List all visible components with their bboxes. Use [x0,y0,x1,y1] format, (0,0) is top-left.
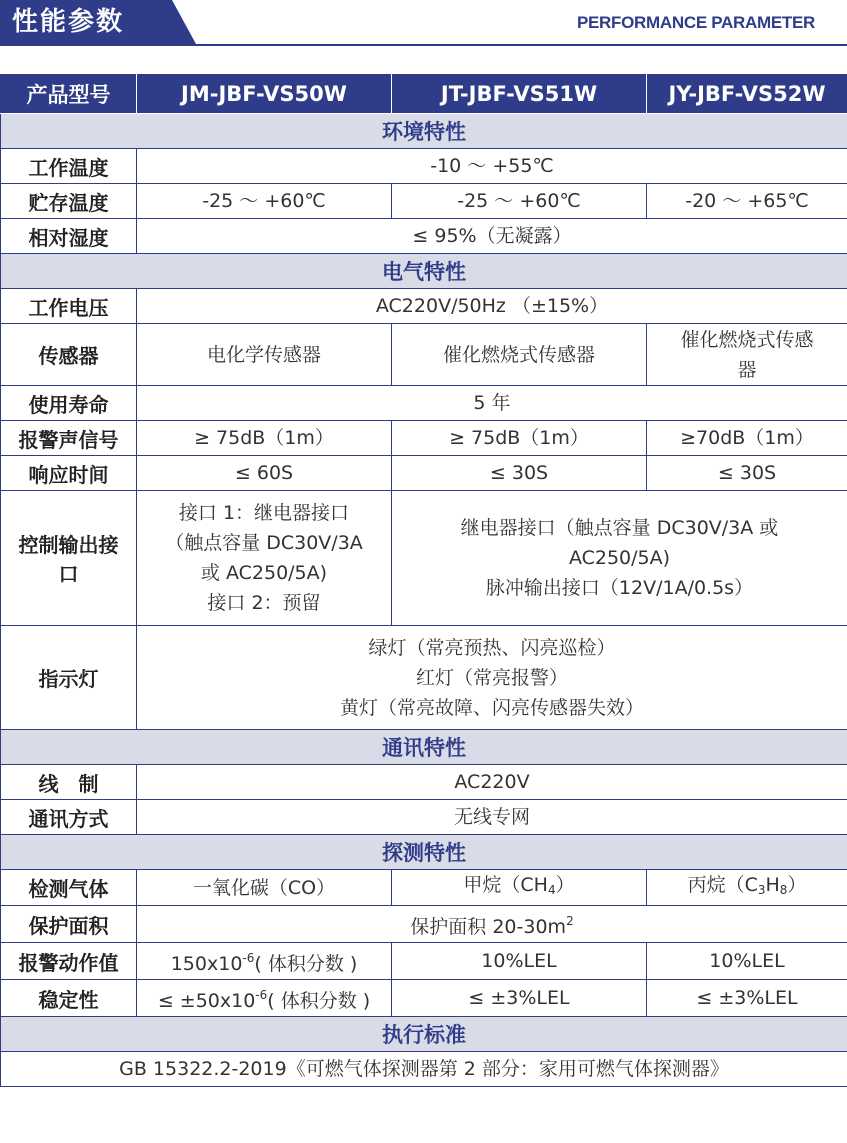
row-value: -10 ～ +55℃ [137,149,847,184]
row-value [137,943,392,980]
table-row [1,626,847,730]
row-label: 指示灯 [1,626,137,730]
row-value [392,870,647,906]
superscript: 2 [566,914,574,928]
header-model-3: JY-JBF-VS52W [647,75,847,114]
row-value: 10%LEL [392,943,647,980]
table-row [1,943,847,980]
label-line: 控制输出接 [18,533,119,557]
section-row-detect [1,835,847,870]
banner-subtitle-en: PERFORMANCE PARAMETER [576,13,815,32]
row-value [392,491,847,626]
row-value [137,626,847,730]
row-label: 报警声信号 [1,421,137,456]
section-title-detect: 探测特性 [1,835,847,870]
row-value: ≥70dB（1m） [647,421,847,456]
row-value: ≤ ±3%LEL [647,980,847,1017]
section-row-standard [1,1017,847,1052]
row-label: 工作电压 [1,289,137,324]
value-text: 保护面积 20-30m [410,916,567,938]
value-text: 甲烷（CH [463,874,548,896]
value-line: 接口 2：预留 [207,592,321,614]
row-label: 线 制 [1,765,137,800]
subscript: 4 [547,883,556,897]
row-label: 通讯方式 [1,800,137,835]
performance-table [0,74,847,1087]
value-line: AC250/5A) [568,547,671,569]
table-row [1,870,847,906]
table-row [1,184,847,219]
row-label [1,491,137,626]
row-value [137,906,847,943]
value-text: 丙烷（C [687,874,758,896]
table-row [1,386,847,421]
section-title-env: 环境特性 [1,114,847,149]
superscript: -6 [242,951,255,965]
row-value: 5 年 [137,386,847,421]
table-row [1,980,847,1017]
table-row [1,219,847,254]
table-row [1,906,847,943]
header-label: 产品型号 [1,75,137,114]
row-label: 贮存温度 [1,184,137,219]
row-value: ≤ 95%（无凝露） [137,219,847,254]
value-text: ( 体积分数 ) [267,990,371,1012]
row-value: ≤ 60S [137,456,392,491]
standard-value: GB 15322.2-2019《可燃气体探测器第 2 部分：家用可燃气体探测器》 [1,1052,847,1087]
value-text: ( 体积分数 ) [254,953,358,975]
section-row-env [1,114,847,149]
value-line: 接口 1：继电器接口 [178,502,350,524]
value-text: ） [555,874,575,896]
section-row-elec [1,254,847,289]
row-value: ≥ 75dB（1m） [137,421,392,456]
table-row [1,456,847,491]
value-line: 绿灯（常亮预热、闪亮巡检） [368,636,616,659]
row-value: -20 ～ +65℃ [647,184,847,219]
row-label: 相对湿度 [1,219,137,254]
row-value: AC220V/50Hz （±15%） [137,289,847,324]
row-value: AC220V [137,765,847,800]
value-line: 继电器接口（触点容量 DC30V/3A 或 [460,517,779,539]
value-line: 黄灯（常亮故障、闪亮传感器失效） [339,696,644,719]
row-label: 使用寿命 [1,386,137,421]
row-value [647,324,847,386]
banner-underline [0,44,847,46]
value-text: ≤ ±50x10 [157,990,256,1012]
table-row [1,765,847,800]
row-label: 稳定性 [1,980,137,1017]
header-model-1: JM-JBF-VS50W [137,75,392,114]
label-line: 口 [58,562,79,586]
value-line: （触点容量 DC30V/3A [165,532,363,554]
value-text: H [765,874,780,896]
value-line: 红灯（常亮报警） [415,666,568,689]
subscript: 3 [757,883,766,897]
row-value [137,980,392,1017]
row-value: 催化燃烧式传感器 [392,324,647,386]
table-row [1,289,847,324]
row-value: -25 ～ +60℃ [392,184,647,219]
table-row [1,324,847,386]
value-line: 脉冲输出接口（12V/1A/0.5s） [485,577,754,599]
value-text: 150x10 [170,953,243,975]
row-value: 电化学传感器 [137,324,392,386]
value-line: 或 AC250/5A) [200,562,328,584]
row-value [647,870,847,906]
section-title-elec: 电气特性 [1,254,847,289]
value-line: 催化燃烧式传感 [680,328,814,351]
section-title-comm: 通讯特性 [1,730,847,765]
banner-title: 性能参数 [12,7,125,37]
row-value: ≥ 75dB（1m） [392,421,647,456]
table-row [1,1052,847,1087]
row-value [137,491,392,626]
table-row [1,491,847,626]
table-row [1,421,847,456]
row-value: ≤ 30S [647,456,847,491]
value-text: ） [787,874,807,896]
subscript: 8 [779,883,788,897]
row-label: 保护面积 [1,906,137,943]
superscript: -6 [255,988,268,1002]
table-row [1,149,847,184]
section-row-comm [1,730,847,765]
row-value: ≤ 30S [392,456,647,491]
row-label: 报警动作值 [1,943,137,980]
section-banner [0,0,847,48]
row-label: 检测气体 [1,870,137,906]
row-value: 无线专网 [137,800,847,835]
header-model-2: JT-JBF-VS51W [392,75,647,114]
row-label: 传感器 [1,324,137,386]
row-label: 响应时间 [1,456,137,491]
value-line: 器 [737,358,757,381]
table-row [1,800,847,835]
section-title-standard: 执行标准 [1,1017,847,1052]
row-value: 一氧化碳（CO） [137,870,392,906]
row-value: ≤ ±3%LEL [392,980,647,1017]
row-label: 工作温度 [1,149,137,184]
row-value: -25 ～ +60℃ [137,184,392,219]
row-value: 10%LEL [647,943,847,980]
table-header-row [1,75,847,114]
